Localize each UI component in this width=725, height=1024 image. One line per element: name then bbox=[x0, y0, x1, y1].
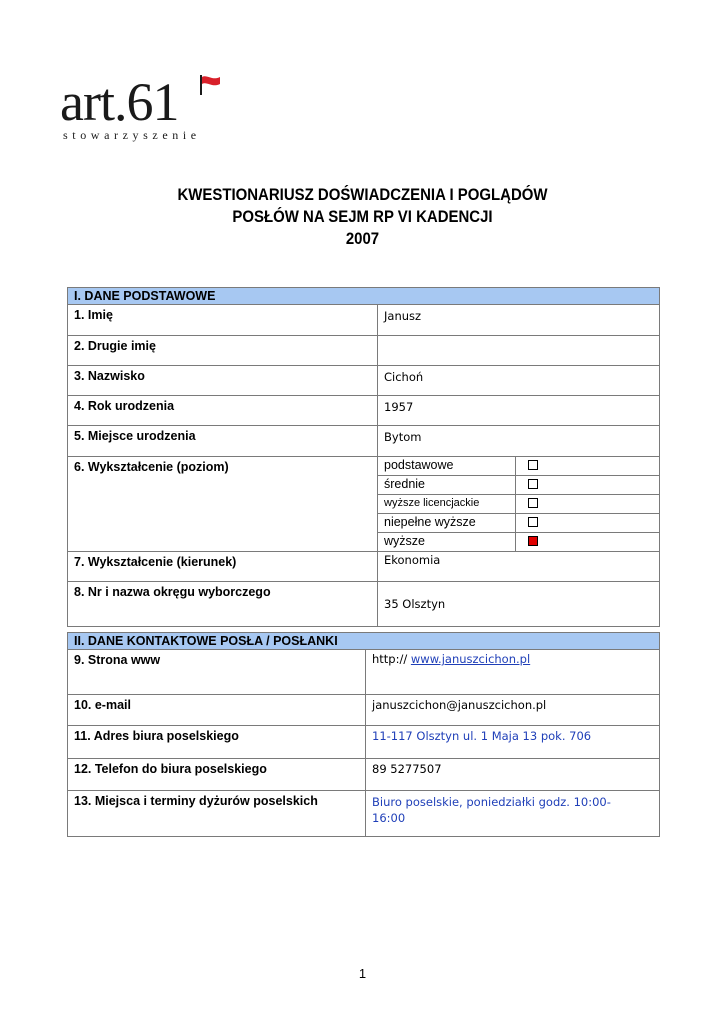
flag-icon bbox=[199, 74, 223, 96]
email-value: januszcichon@januszcichon.pl bbox=[366, 695, 660, 726]
table-row bbox=[68, 396, 660, 426]
education-level-label: 6. Wykształcenie (poziom) bbox=[68, 457, 378, 552]
table-row bbox=[68, 552, 660, 582]
basic-data-table bbox=[67, 287, 660, 627]
field-of-study-label: 7. Wykształcenie (kierunek) bbox=[68, 552, 378, 582]
table-row bbox=[68, 457, 660, 476]
section-1-header: I. DANE PODSTAWOWE bbox=[68, 288, 660, 305]
education-option-basic: podstawowe bbox=[378, 457, 516, 476]
checkbox-basic[interactable] bbox=[528, 460, 538, 470]
checkbox-bachelor[interactable] bbox=[528, 498, 538, 508]
logo bbox=[60, 72, 201, 142]
website-label: 9. Strona www bbox=[68, 650, 366, 695]
table-row bbox=[68, 759, 660, 791]
second-name-label: 2. Drugie imię bbox=[68, 336, 378, 366]
page-number: 1 bbox=[358, 966, 367, 981]
email-label: 10. e-mail bbox=[68, 695, 366, 726]
document-title bbox=[44, 184, 682, 250]
logo-text: art.61 bbox=[60, 72, 179, 132]
checkbox-higher-checked[interactable] bbox=[528, 536, 538, 546]
education-option-bachelor: wyższe licencjackie bbox=[378, 495, 516, 514]
section-2-header: II. DANE KONTAKTOWE POSŁA / POSŁANKI bbox=[68, 633, 660, 650]
table-row bbox=[68, 336, 660, 366]
table-row bbox=[68, 305, 660, 336]
website-prefix: http:// bbox=[372, 652, 411, 666]
office-phone-value: 89 5277507 bbox=[366, 759, 660, 791]
website-value bbox=[366, 650, 660, 695]
table-row bbox=[68, 791, 660, 837]
duty-hours-label: 13. Miejsca i terminy dyżurów poselskich bbox=[68, 791, 366, 837]
table-row bbox=[68, 650, 660, 695]
contact-data-table bbox=[67, 632, 660, 837]
checkbox-incomplete-higher[interactable] bbox=[528, 517, 538, 527]
checkbox-secondary[interactable] bbox=[528, 479, 538, 489]
electoral-district-value: 35 Olsztyn bbox=[378, 582, 660, 627]
electoral-district-label: 8. Nr i nazwa okręgu wyborczego bbox=[68, 582, 378, 627]
table-row bbox=[68, 726, 660, 759]
first-name-label: 1. Imię bbox=[68, 305, 378, 336]
title-line-1: KWESTIONARIUSZ DOŚWIADCZENIA I POGLĄDÓW bbox=[177, 185, 548, 204]
education-option-secondary: średnie bbox=[378, 476, 516, 495]
title-line-2: POSŁÓW NA SEJM RP VI KADENCJI bbox=[232, 207, 493, 226]
surname-value: Cichoń bbox=[378, 366, 660, 396]
first-name-value: Janusz bbox=[378, 305, 660, 336]
table-row bbox=[68, 426, 660, 457]
birth-year-label: 4. Rok urodzenia bbox=[68, 396, 378, 426]
birthplace-label: 5. Miejsce urodzenia bbox=[68, 426, 378, 457]
second-name-value bbox=[378, 336, 660, 366]
duty-hours-value: Biuro poselskie, poniedziałki godz. 10:00-16:00 bbox=[366, 791, 660, 837]
table-row bbox=[68, 695, 660, 726]
title-line-3: 2007 bbox=[345, 229, 380, 248]
website-link[interactable]: www.januszcichon.pl bbox=[410, 652, 531, 666]
birth-year-value: 1957 bbox=[378, 396, 660, 426]
logo-subtitle: stowarzyszenie bbox=[63, 128, 201, 142]
office-phone-label: 12. Telefon do biura poselskiego bbox=[68, 759, 366, 791]
office-address-label: 11. Adres biura poselskiego bbox=[68, 726, 366, 759]
field-of-study-value: Ekonomia bbox=[378, 552, 660, 582]
surname-label: 3. Nazwisko bbox=[68, 366, 378, 396]
table-row bbox=[68, 366, 660, 396]
office-address-value: 11-117 Olsztyn ul. 1 Maja 13 pok. 706 bbox=[366, 726, 660, 759]
table-row bbox=[68, 582, 660, 627]
education-option-higher: wyższe bbox=[378, 533, 516, 552]
education-option-incomplete-higher: niepełne wyższe bbox=[378, 514, 516, 533]
birthplace-value: Bytom bbox=[378, 426, 660, 457]
